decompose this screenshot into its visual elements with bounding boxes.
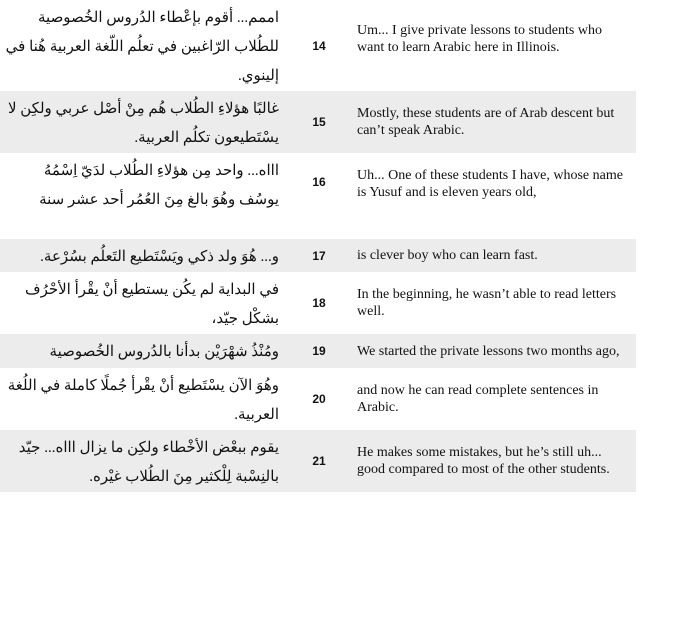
english-translation: In the beginning, he wasn’t able to read letters well. [357, 287, 617, 319]
line-number: 16 [312, 175, 326, 189]
line-number: 19 [285, 334, 353, 368]
english-translation: Um... I give private lessons to students who want to learn Arabic here in Illinois. [357, 23, 602, 55]
line-number: 17 [285, 239, 353, 272]
english-translation: Uh... One of these students I have, whose name is Yusuf and is eleven years old, [357, 168, 623, 200]
arabic-text: غالبًا هؤلاءِ الطُلاب هُم مِنْ أصْل عربي ولكِن لا يسْتَطيعون تكلُم العربية. [0, 91, 285, 153]
table-row [0, 430, 636, 492]
line-number: 15 [285, 91, 353, 153]
arabic-text: اااه... واحد مِن هؤلاءِ الطُلاب لدَيّ اِسْمُهُ يوسُف وهُوَ بالغ مِنَ العُمُر أحد عشر سنة [39, 163, 279, 208]
arabic-text: يقوم ببعْض الأخْطاء ولكِن ما يزال اااه... جيّد بالنِسْبة لِلْكثير مِنَ الطُلاب غيْره. [0, 430, 285, 492]
table-row [0, 368, 636, 430]
english-translation: Mostly, these students are of Arab descent but can’t speak Arabic. [353, 91, 636, 153]
english-translation: He makes some mistakes, but he’s still uh... good compared to most of the other students. [353, 430, 636, 492]
arabic-text: في البداية لم يكُن يستطيع أنْ يقْرأ الأحْرُف بشكْل جيّد، [25, 282, 279, 327]
english-translation: and now he can read complete sentences in Arabic. [357, 383, 599, 415]
table-row [0, 0, 636, 91]
table-row [0, 239, 636, 272]
arabic-text: اممم... أقوم بإعْطاء الدُروس الخُصوصية للطُلاب الرّاغبين في تعلُم اللّغة العربية هُنا في إلينوي. [5, 10, 279, 84]
table-row [0, 272, 636, 334]
line-number: 18 [312, 296, 326, 310]
table-row [0, 91, 636, 153]
table-row [0, 334, 636, 368]
arabic-text: ومُنْذُ شهْرَيْن بدأنا بالدُروس الخُصوصية [0, 334, 285, 368]
table-row [0, 153, 636, 239]
english-translation: is clever boy who can learn fast. [353, 239, 636, 272]
english-translation: We started the private lessons two months ago, [353, 334, 636, 368]
line-number: 14 [312, 38, 326, 53]
line-number: 21 [285, 430, 353, 492]
arabic-text: وهُوَ الآن يسْتَطيع أنْ يقْرأ جُملًا كاملة في اللُغة العربية. [7, 378, 279, 423]
arabic-text: و... هُوَ ولد ذكي ويَسْتَطيع التَعلُم بسُرْعة. [0, 239, 285, 272]
line-number: 20 [312, 392, 326, 406]
